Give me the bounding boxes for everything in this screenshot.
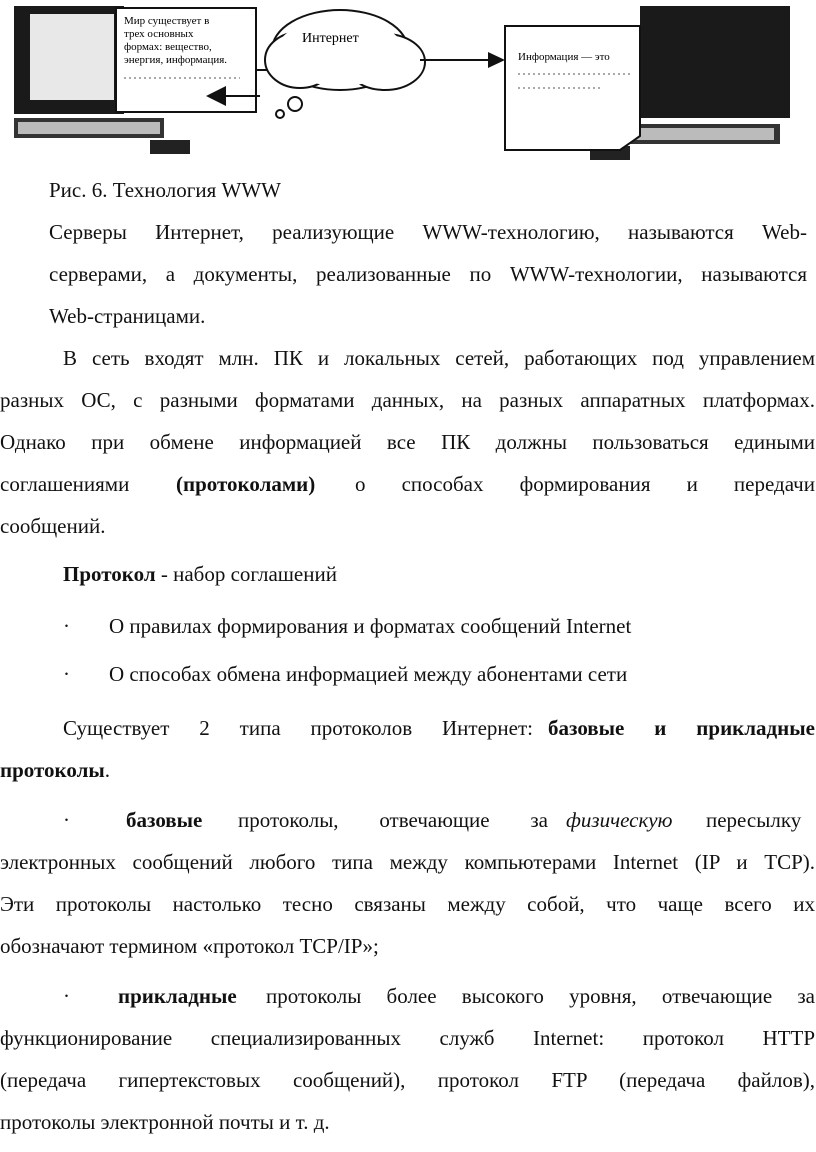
base-bullet-mark: · bbox=[63, 808, 70, 832]
base-line-2: электронных сообщений любого типа между компьютерами Internet (IP и TCP). bbox=[0, 850, 815, 874]
applied-bullet-mark: · bbox=[63, 984, 70, 1008]
applied-line-3: (передача гипертекстовых сообщений), протокол FTP (передача файлов), bbox=[0, 1068, 815, 1092]
para2-line-3: Однако при обмене информацией все ПК должны пользоваться едиными bbox=[0, 430, 815, 454]
para2-line-4-c: о способах формирования и передачи bbox=[355, 472, 815, 496]
para2-line-1: В сеть входят млн. ПК и локальных сетей, работающих под управлением bbox=[63, 346, 815, 370]
types-line-1-a: Существует 2 типа протоколов Интернет: bbox=[63, 716, 533, 740]
bullet-1-mark: · bbox=[63, 614, 70, 638]
left-note-line-2: трех основных bbox=[124, 28, 194, 40]
para2-line-4-a: соглашениями bbox=[0, 472, 130, 496]
para2-line-5: сообщений. bbox=[0, 514, 106, 538]
base-physical: физическую bbox=[566, 808, 673, 832]
bullet-1-text: О правилах формирования и форматах сообщений Internet bbox=[109, 614, 632, 638]
base-line-3: Эти протоколы настолько тесно связаны между собой, что чаще всего их bbox=[0, 892, 815, 916]
types-line-1-b: базовые и прикладные bbox=[548, 716, 815, 740]
cloud-label: Интернет bbox=[302, 31, 359, 46]
right-note-title: Информация — это bbox=[518, 51, 610, 63]
protocols-word: протоколы bbox=[0, 758, 105, 782]
protocol-definition bbox=[63, 560, 337, 588]
bullet-2-text: О способах обмена информацией между абонентами сети bbox=[109, 662, 628, 686]
types-line-2 bbox=[0, 756, 110, 784]
base-line-1-b: пересылку bbox=[706, 808, 802, 832]
applied-line-4: протоколы электронной почты и т. д. bbox=[0, 1110, 330, 1134]
base-line-4: обозначают термином «протокол TCP/IP»; bbox=[0, 934, 379, 958]
para1-line-3: Web-страницами. bbox=[49, 304, 206, 328]
protocol-term: Протокол bbox=[63, 562, 156, 586]
para1-line-1: Серверы Интернет, реализующие WWW-технологию, называются Web- bbox=[49, 220, 807, 244]
applied-line-2: функционирование специализированных служб Internet: протокол HTTP bbox=[0, 1026, 815, 1050]
para2-line-2: разных ОС, с разными форматами данных, на разных аппаратных платформах. bbox=[0, 388, 815, 412]
para2-line-4-b bbox=[176, 470, 315, 498]
para1-line-2: серверами, а документы, реализованные по WWW-технологии, называются bbox=[49, 262, 807, 286]
types-period: . bbox=[104, 758, 111, 782]
left-note-line-4: энергия, информация. bbox=[124, 54, 228, 66]
base-term: базовые bbox=[126, 808, 203, 832]
right-note bbox=[505, 26, 640, 150]
protocol-definition-text: - набор соглашений bbox=[155, 562, 337, 586]
applied-line-1: протоколы более высокого уровня, отвечающие за bbox=[266, 984, 815, 1008]
bullet-2-mark: · bbox=[63, 662, 70, 686]
base-line-1-a: протоколы, отвечающие за bbox=[238, 808, 548, 832]
protocols-term: (протоколами) bbox=[176, 472, 316, 496]
applied-term: прикладные bbox=[118, 984, 237, 1008]
www-technology-illustration bbox=[0, 0, 816, 178]
internet-cloud-icon bbox=[265, 10, 425, 118]
left-note-line-3: формах: вещество, bbox=[124, 41, 212, 53]
left-note-line-1: Мир существует в bbox=[124, 15, 210, 27]
figure-caption: Рис. 6. Технология WWW bbox=[49, 178, 281, 202]
